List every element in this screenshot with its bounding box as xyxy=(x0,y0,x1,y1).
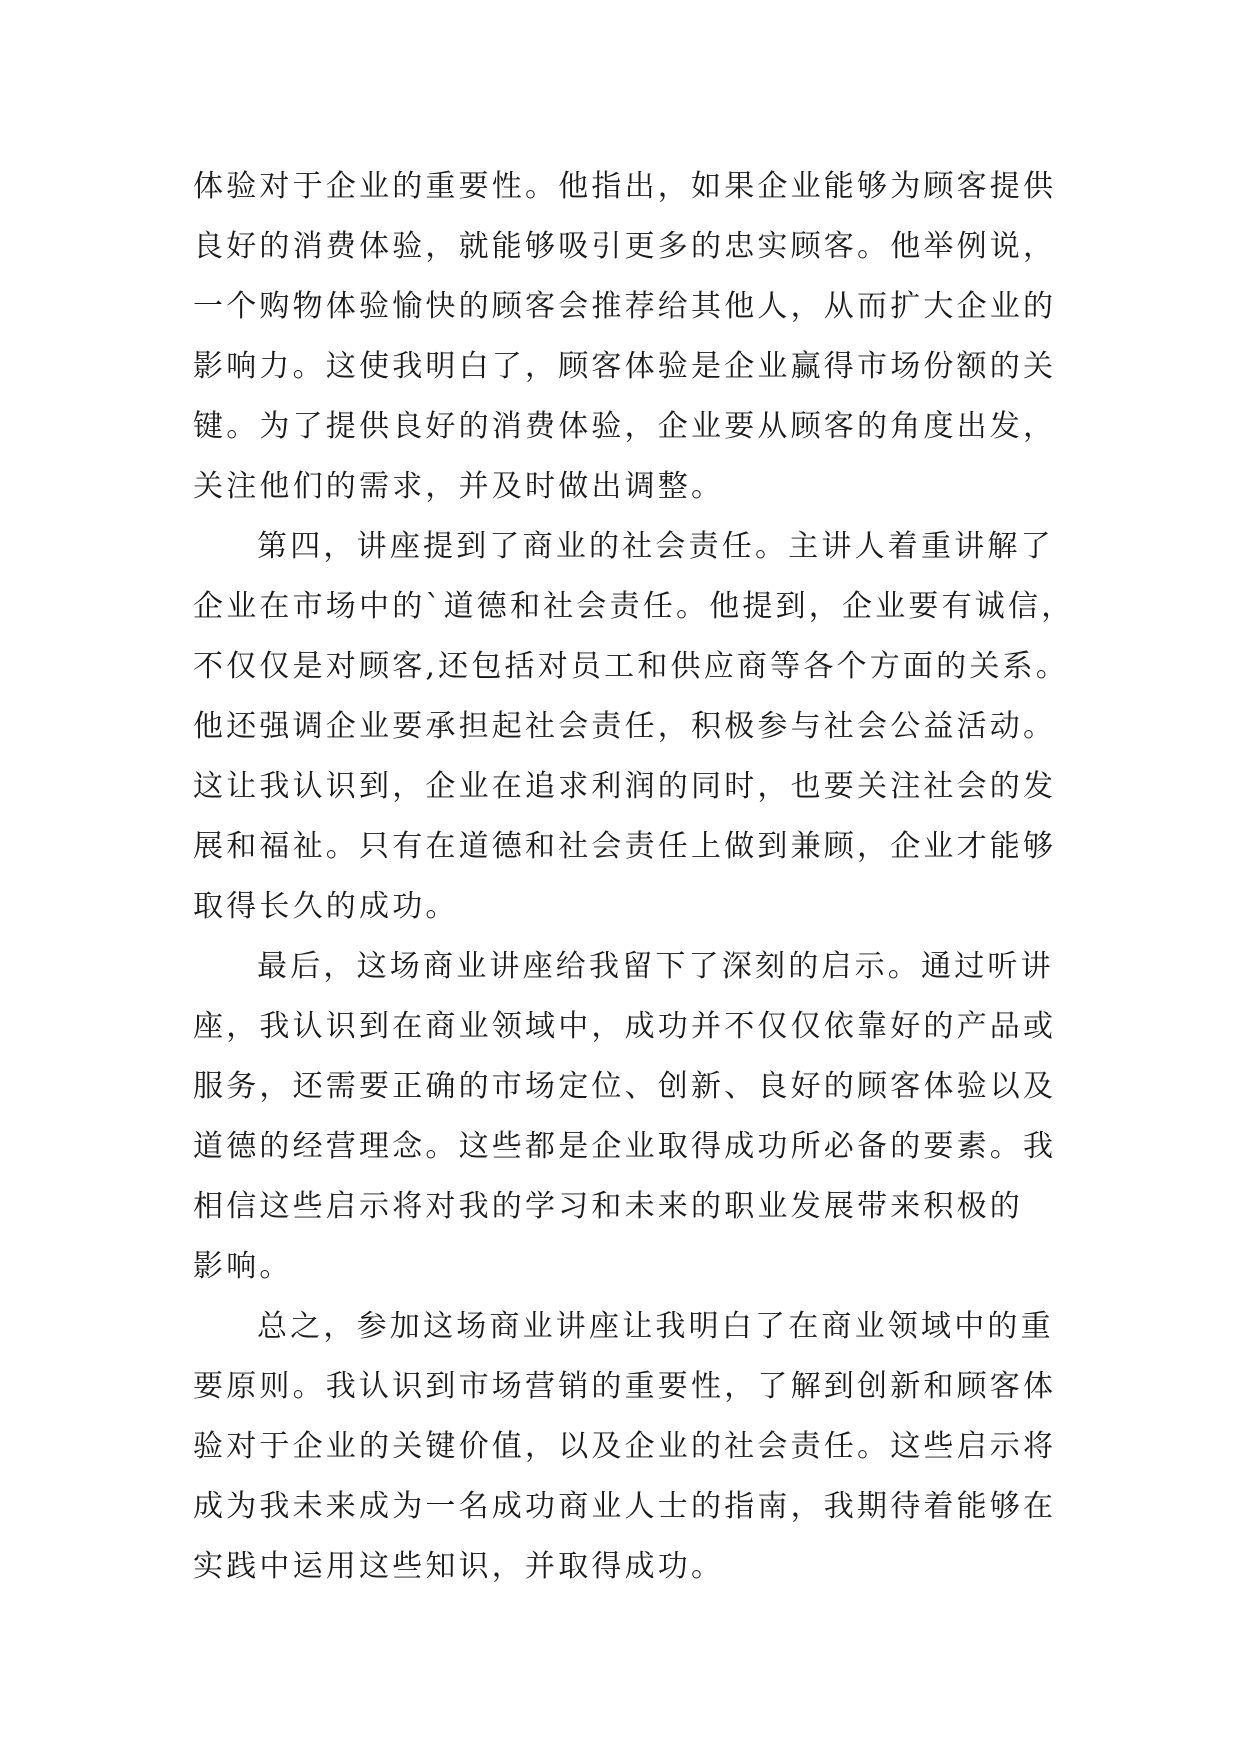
text-line: 影响。 xyxy=(193,1249,293,1284)
text-line: 道德的经营理念。这些都是企业取得成功所必备的要素。我 xyxy=(193,1129,1057,1164)
text-line: 影响力。这使我明白了，顾客体验是企业赢得市场份额的关 xyxy=(193,349,1057,384)
text-line: 良好的消费体验，就能够吸引更多的忠实顾客。他举例说， xyxy=(193,229,1057,264)
text-line: 这让我认识到，企业在追求利润的同时，也要关注社会的发 xyxy=(193,769,1057,804)
text-line: 验对于企业的关键价值，以及企业的社会责任。这些启示将 xyxy=(193,1429,1057,1464)
text-line: 关注他们的需求，并及时做出调整。 xyxy=(193,469,725,504)
document-body xyxy=(193,157,1075,1597)
text-line: 相信这些启示将对我的学习和未来的职业发展带来积极的 xyxy=(193,1189,1023,1224)
text-line: 展和福祉。只有在道德和社会责任上做到兼顾，企业才能够 xyxy=(193,829,1057,864)
text-line: 体验对于企业的重要性。他指出，如果企业能够为顾客提供 xyxy=(193,169,1057,204)
paragraph-lessons xyxy=(193,937,1063,1297)
text-line: 总之，参加这场商业讲座让我明白了在商业领域中的重 xyxy=(257,1309,1054,1344)
text-line: 服务，还需要正确的市场定位、创新、良好的顾客体验以及 xyxy=(193,1069,1057,1104)
text-line: 不仅仅是对顾客,还包括对员工和供应商等各个方面的关系。 xyxy=(193,649,1069,684)
text-line: 第四，讲座提到了商业的社会责任。主讲人着重讲解了 xyxy=(257,529,1054,564)
paragraph-customer-experience xyxy=(193,157,1063,517)
text-line: 他还强调企业要承担起社会责任，积极参与社会公益活动。 xyxy=(193,709,1057,744)
paragraph-social-responsibility xyxy=(193,517,1075,937)
text-line: 座，我认识到在商业领域中，成功并不仅仅依靠好的产品或 xyxy=(193,1009,1057,1044)
text-line: 键。为了提供良好的消费体验，企业要从顾客的角度出发， xyxy=(193,409,1057,444)
text-line: 企业在市场中的`道德和社会责任。他提到，企业要有诚信， xyxy=(193,589,1075,624)
text-line: 成为我未来成为一名成功商业人士的指南，我期待着能够在 xyxy=(193,1489,1057,1524)
text-line: 要原则。我认识到市场营销的重要性，了解到创新和顾客体 xyxy=(193,1369,1057,1404)
text-line: 实践中运用这些知识，并取得成功。 xyxy=(193,1549,725,1584)
paragraph-conclusion xyxy=(193,1297,1063,1597)
text-line: 最后，这场商业讲座给我留下了深刻的启示。通过听讲 xyxy=(257,949,1054,984)
text-line: 取得长久的成功。 xyxy=(193,889,459,924)
text-line: 一个购物体验愉快的顾客会推荐给其他人，从而扩大企业的 xyxy=(193,289,1057,324)
